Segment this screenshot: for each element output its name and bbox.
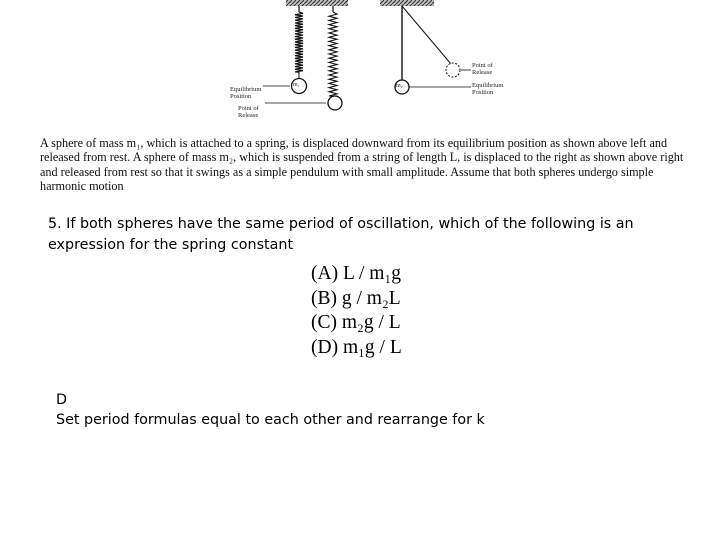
problem-description: A sphere of mass m₁, which is attached to a spring, is displaced downward from its equilibrium position as shown above left and released from rest. A sphere of mass m₂, which is suspended from a string of length L, is displaced to the right as shown above right and released from rest so that it swings as a simple pendulum with small amplitude. Assume that both spheres undergo simple harmonic motion (40, 136, 684, 193)
right-ceiling (380, 0, 434, 6)
answer-letter: D (56, 392, 68, 408)
answer-choices (311, 262, 402, 360)
label-release-left: Point of Release (238, 105, 259, 119)
mass-2-label: m₂ (396, 83, 403, 89)
mass-1-release (328, 96, 342, 110)
pendulum-string-displaced (402, 6, 451, 64)
answer-explanation: Set period formulas equal to each other and rearrange for k (56, 412, 485, 428)
choice-a: (A) L / m₁g (311, 263, 402, 284)
spring-equilibrium (295, 12, 303, 72)
choice-c: (C) m₂g / L (311, 312, 401, 333)
spring-stretched (329, 12, 337, 96)
physics-diagram (220, 0, 520, 122)
left-ceiling (286, 0, 348, 6)
label-equilibrium-left: Equilibrium Position (230, 86, 262, 100)
label-equilibrium-right: Equilibrium Position (472, 82, 504, 96)
diagram-drawing (220, 0, 520, 122)
mass-2-release (446, 63, 460, 77)
choice-d: (D) m₁g / L (311, 336, 402, 358)
question-text: 5. If both spheres have the same period of oscillation, which of the following is an expression for the spring constant (48, 216, 634, 253)
answer-block (56, 390, 485, 430)
choice-b: (B) g / m₂L (311, 287, 401, 309)
label-release-right: Point of Release (472, 62, 493, 76)
mass-1-label: m₁ (293, 82, 300, 88)
